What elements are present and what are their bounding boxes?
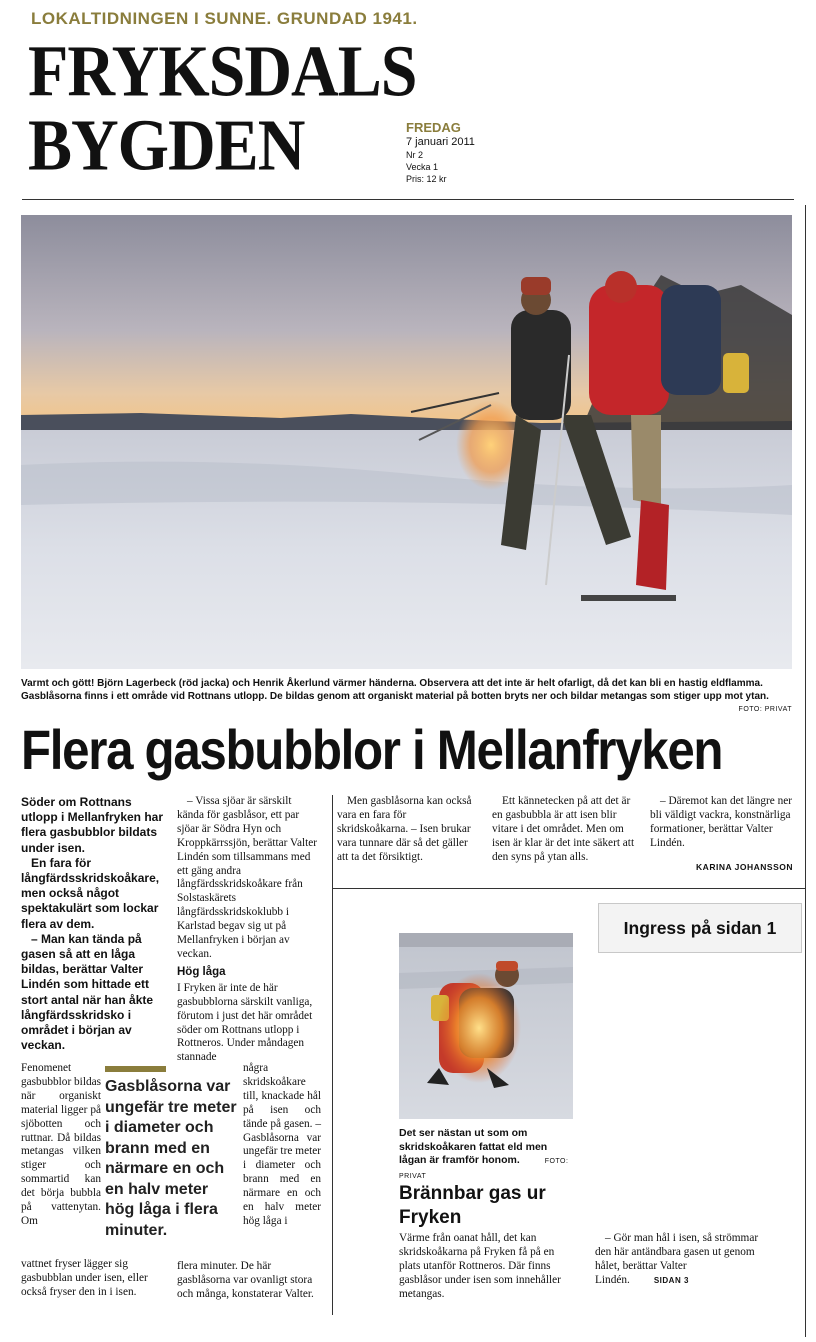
lead-paragraph-3: – Man kan tända på gasen så att en låga bildas, berättar Valter Lindén som hittade ett stort antal när han åkte långfärdsskridsko i området i början av veckan. [21,931,154,1053]
teaser-body-continued [595,1232,773,1288]
column-divider [332,795,333,1315]
column2-text [177,795,321,1065]
column2-paragraph-2: I Fryken är inte de här gasbubblorna särskilt vanliga, förutom i just det här området söder om Rottnans utlopp i Rottneros. Under måndagen stannade [177,981,313,1064]
lead-paragraph-2: En fara för långfärdsskridskoåkare, men också något spektakulärt som lockar flera av dem. [21,855,160,931]
teaser-headline: Brännbar gas ur Fryken [399,1183,546,1228]
column2-base-text: flera minuter. De här gasblåsorna var ovanligt stora och många, konstaterar Valter. [177,1260,314,1300]
small-photo [399,933,573,1119]
main-photo-caption [21,677,792,716]
masthead-title-line2: BYGDEN [28,105,305,186]
column1-base-text: vattnet fryser lägger sig gasbubblan under isen, eller också fryser den in i isen. [21,1258,148,1298]
article-headline: Flera gasbubblor i Mellanfryken [21,718,723,781]
issue-price: Pris: 12 kr [406,174,447,184]
main-photo [21,215,792,669]
masthead-title-line1: FRYKSDALS [28,31,417,112]
issue-week: Vecka 1 [406,162,439,172]
pull-quote-bar [105,1066,166,1072]
column4-text: Ett kännetecken på att det är en gasbubbla är att isen blir vitare i det området. Men om isen är klar är det inte säkert att den syns på ytan alls. [492,795,635,863]
article-lead [21,795,164,1053]
issue-number: Nr 2 [406,150,424,160]
teaser-quote: – Gör man hål i isen, så strömmar den här antändbara gasen ut genom hålet, berättar Valter Lindén. [595,1232,759,1286]
caption-text: Varmt och gött! Björn Lagerbeck (röd jacka) och Henrik Åkerlund värmer händerna. Observera att det inte är helt ofarligt, då det kan bli en hastig eldflamma. Gasblåsorna finns i ett område vid Rottnans utlopp. De bildas genom att organiskt material på botten bryts ner och bildar metangas som stiger upp mot ytan. [21,678,769,702]
ingress-label: Ingress på sidan 1 [598,903,802,953]
photo-credit: FOTO: PRIVAT [738,706,792,713]
column1-lower-text: Fenomenet gasbubblor bildas när organiskt material ligger på sjöbotten och ruttnar. Då bildas metangas vilken stiger och sommartid kan det börja bubbla på vattenytan. Om [21,1062,102,1227]
small-photo-caption [399,1127,573,1183]
byline: KARINA JOHANSSON [696,862,793,872]
issue-day: FREDAG [406,120,461,135]
masthead-tagline: LOKALTIDNINGEN I SUNNE. GRUNDAD 1941. [31,9,418,28]
issue-info [406,120,475,185]
column3-text: Men gasblåsorna kan också vara en fara för skridskoåkarna. – Isen brukar vara tunnare där så det gäller att ta det försiktigt. [337,795,472,863]
right-column-rule [805,205,806,1337]
issue-date: 7 januari 2011 [406,136,475,148]
column2-narrow-text: några skridskoåkare till, knackade hål på isen och tände på gasen. – Gasblåsorna var ungefär tre meter i diameter och brann med en närmare en och en halv meter hög låga i [243,1062,321,1227]
top-rule [22,199,794,200]
small-photo-credit: FOTO: PRIVAT [399,1158,569,1180]
section-rule [332,888,805,889]
teaser-body: Värme från oanat håll, det kan skridskoåkarna på Fryken få på en plats utanför Rottneros. Där finns gasblåsor under isen som innehåller metangas. [399,1232,561,1300]
lead-paragraph-1: Söder om Rottnans utlopp i Mellanfryken har flera gasbubblor bildats under isen. [21,795,164,855]
pull-quote: Gasblåsorna var ungefär tre meter i diameter och brann med en närmare en och en halv meter hög låga i flera minuter. [105,1078,237,1239]
column2-subhead: Hög låga [177,965,226,978]
column2-paragraph-1: – Vissa sjöar är särskilt kända för gasblåsor, ett par sjöar är Södra Hyn och Kroppkärrssjön, berättar Valter Lindén som tillsammans med ett gäng andra långfärdsskridskoåkare från Solstaskärets långfärdsskridskoklubb i Karlstad begav sig ut på Mellanfryken i början av veckan. [177,795,318,960]
page-reference[interactable]: SIDAN 3 [653,1275,689,1285]
small-caption-text: Det ser nästan ut som om skridskoåkaren fattat eld men lågan är framför honom. [399,1127,548,1166]
column5-text: – Däremot kan det längre ner bli väldigt vackra, konstnärliga formationer, berättar Valter Lindén. [650,795,793,849]
